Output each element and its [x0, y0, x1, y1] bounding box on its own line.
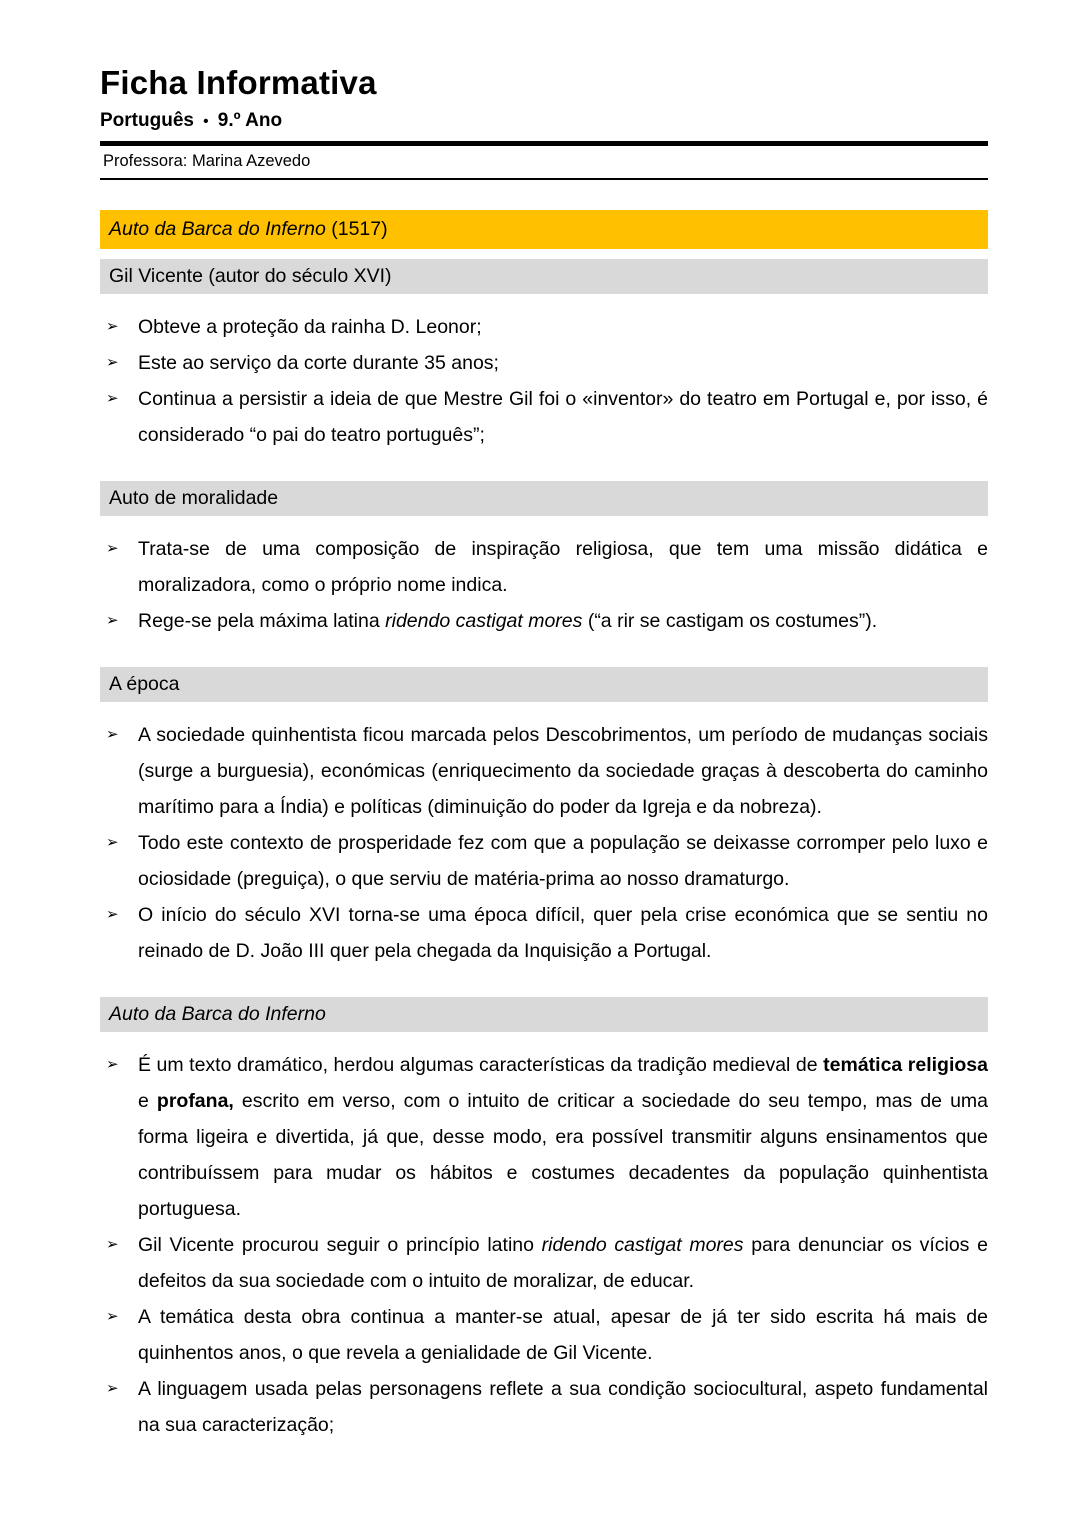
bullet-list	[100, 1047, 988, 1443]
document-header	[100, 64, 988, 180]
bullet-item	[100, 897, 988, 969]
section-heading: Auto da Barca do Inferno	[100, 997, 988, 1032]
main-topic-banner	[100, 210, 988, 249]
bullet-text: Este ao serviço da corte durante 35 anos;	[138, 352, 499, 374]
bullet-item	[100, 345, 988, 381]
bullet-arrow-icon: ➢	[106, 1380, 119, 1397]
bullet-item	[100, 1047, 988, 1227]
bullet-item	[100, 309, 988, 345]
page-title: Ficha Informativa	[100, 64, 377, 101]
bullet-list	[100, 531, 988, 639]
bullet-item	[100, 1227, 988, 1299]
bullet-text: Gil Vicente procurou seguir o princípio latino ridendo castigat mores para denunciar os vícios e defeitos da sua sociedade com o intuito de moralizar, de educar.	[138, 1234, 988, 1292]
bullet-arrow-icon: ➢	[106, 540, 119, 557]
bullet-text: O início do século XVI torna-se uma época difícil, quer pela crise económica que se sentiu no reinado de D. João III quer pela chegada da Inquisição a Portugal.	[138, 904, 988, 962]
document-subtitle	[100, 110, 988, 132]
teacher-name: Marina Azevedo	[191, 152, 311, 170]
bullet-item	[100, 381, 988, 453]
bullet-text: A sociedade quinhentista ficou marcada pelos Descobrimentos, um período de mudanças sociais (surge a burguesia), económicas (enriquecimento da sociedade graças à descoberta do caminho marítimo para a Índia) e políticas (diminuição do poder da Igreja e da nobreza).	[138, 724, 988, 818]
divider-thin	[100, 178, 988, 180]
bullet-arrow-icon: ➢	[106, 834, 119, 851]
bullet-arrow-icon: ➢	[106, 318, 119, 335]
bullet-text: É um texto dramático, herdou algumas características da tradição medieval de temática religiosa e profana, escrito em verso, com o intuito de criticar a sociedade do seu tempo, mas de uma forma ligeira e divertida, já que, desse modo, era possível transmitir alguns ensinamentos que contribuíssem para mudar os hábitos e costumes decadentes da população quinhentista portuguesa.	[138, 1054, 989, 1220]
bullet-list	[100, 309, 988, 453]
bullet-text: A temática desta obra continua a manter-se atual, apesar de já ter sido escrita há mais de quinhentos anos, o que revela a genialidade de Gil Vicente.	[138, 1306, 988, 1364]
bullet-item	[100, 717, 988, 825]
bullet-text: A linguagem usada pelas personagens reflete a sua condição sociocultural, aspeto fundamental na sua caracterização;	[138, 1378, 988, 1436]
teacher-label: Professora:	[103, 152, 188, 170]
bullet-separator: •	[203, 113, 209, 130]
bullet-arrow-icon: ➢	[106, 1308, 119, 1325]
bullet-item	[100, 825, 988, 897]
bullet-text: Continua a persistir a ideia de que Mestre Gil foi o «inventor» do teatro em Portugal e, por isso, é considerado “o pai do teatro português”;	[138, 388, 988, 446]
bullet-text: Todo este contexto de prosperidade fez com que a população se deixasse corromper pelo luxo e ociosidade (preguiça), o que serviu de matéria-prima ao nosso dramaturgo.	[138, 832, 988, 890]
bullet-arrow-icon: ➢	[106, 1236, 119, 1253]
section-heading: A época	[100, 667, 988, 702]
bullet-item	[100, 603, 988, 639]
main-topic-title: Auto da Barca do Inferno	[109, 218, 326, 240]
bullet-list	[100, 717, 988, 969]
main-topic-year: (1517)	[325, 218, 388, 240]
bullet-arrow-icon: ➢	[106, 390, 119, 407]
section-heading: Auto de moralidade	[100, 481, 988, 516]
bullet-text: Trata-se de uma composição de inspiração religiosa, que tem uma missão didática e moralizadora, como o próprio nome indica.	[138, 538, 988, 596]
bullet-arrow-icon: ➢	[106, 906, 119, 923]
bullet-arrow-icon: ➢	[106, 726, 119, 743]
subject-label: Português	[100, 110, 194, 131]
bullet-item	[100, 531, 988, 603]
bullet-text: Obteve a proteção da rainha D. Leonor;	[138, 316, 482, 338]
bullet-arrow-icon: ➢	[106, 354, 119, 371]
section-heading: Gil Vicente (autor do século XVI)	[100, 259, 988, 294]
grade-label: 9.º Ano	[217, 110, 283, 131]
sections-container	[100, 259, 988, 1443]
bullet-arrow-icon: ➢	[106, 612, 119, 629]
bullet-text: Rege-se pela máxima latina ridendo castigat mores (“a rir se castigam os costumes”).	[138, 610, 878, 632]
bullet-item	[100, 1299, 988, 1371]
bullet-arrow-icon: ➢	[106, 1056, 119, 1073]
teacher-line	[100, 146, 988, 178]
bullet-item	[100, 1371, 988, 1443]
